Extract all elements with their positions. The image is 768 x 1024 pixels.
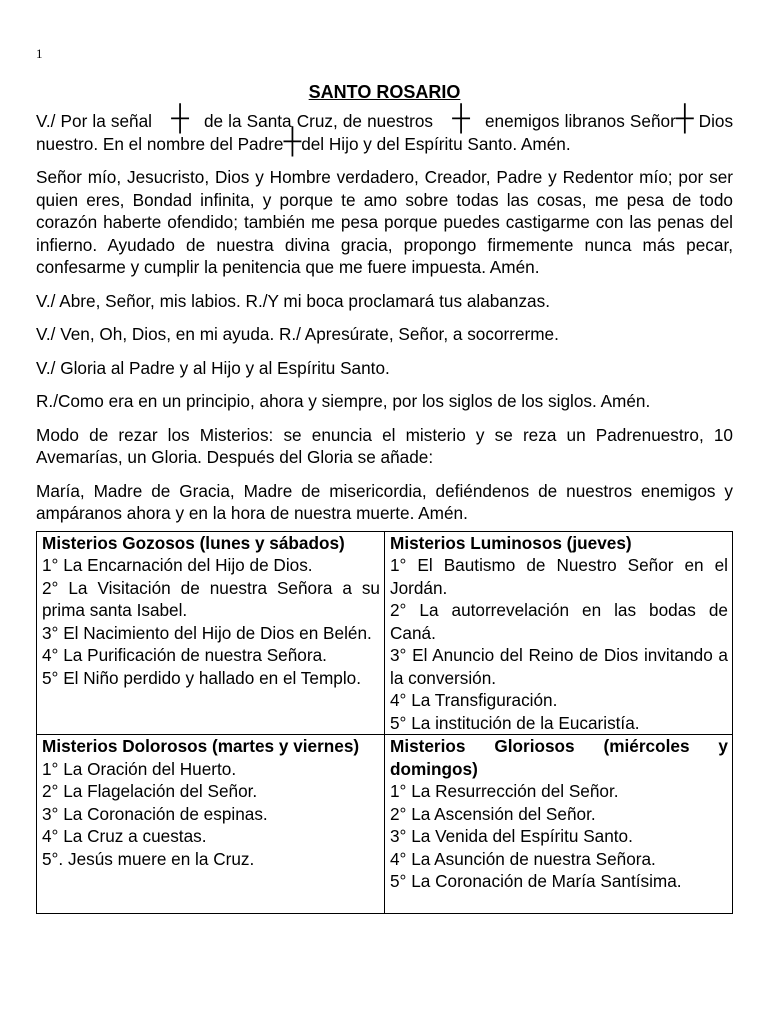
list-item: 5° La Coronación de María Santísima.	[390, 871, 682, 891]
list-item: 1° La Oración del Huerto.	[42, 758, 237, 779]
list-item: 4° La Cruz a cuestas.	[42, 826, 207, 846]
document-body	[36, 80, 733, 914]
sorrowful-mysteries-heading: Misterios Dolorosos (martes y viernes)	[42, 736, 360, 756]
list-item: 4° La Purificación de nuestra Señora.	[42, 645, 327, 665]
list-item: 5°. Jesús muere en la Cruz.	[42, 848, 255, 869]
list-item: 2° La Visitación de nuestra Señora a su prima santa Isabel.	[42, 577, 380, 620]
cross-icon: ┼	[452, 104, 470, 132]
mysteries-table	[36, 531, 733, 915]
list-item: 3° La Coronación de espinas.	[42, 803, 268, 824]
list-item: 2° La Ascensión del Señor.	[390, 803, 596, 824]
list-item: 3° El Nacimiento del Hijo de Dios en Belén.	[42, 622, 372, 643]
joyful-mysteries-heading: Misterios Gozosos (lunes y sábados)	[42, 532, 345, 553]
list-item: 1° El Bautismo de Nuestro Señor en el Jordán.	[390, 555, 728, 598]
cross-icon: ┼	[283, 126, 302, 155]
versicle-4: R./Como era en un principio, ahora y siempre, por los siglos de los siglos. Amén.	[36, 391, 651, 411]
glorious-mysteries-heading: Misterios Gloriosos (miércoles y domingos)	[390, 736, 728, 779]
sign-text-2: de la Santa Cruz, de nuestros	[203, 111, 434, 131]
act-of-contrition: Señor mío, Jesucristo, Dios y Hombre verdadero, Creador, Padre y Redentor mío; por ser quien eres, Bondad infinita, y porque te amo sobre todas las cosas, me pesa de todo corazón haberte ofendido; también me pesa porque puedes castigarme con las penas del infierno. Ayudado de nuestra divina gracia, propongo firmemente nunca más pecar, confesarme y cumplir la penitencia que me fuere impuesta. Amén.	[36, 167, 733, 277]
list-item: 1° La Encarnación del Hijo de Dios.	[42, 555, 313, 575]
sign-text-1: V./ Por la señal	[36, 111, 152, 131]
list-item: 3° El Anuncio del Reino de Dios invitando a la conversión.	[390, 645, 728, 688]
luminous-mysteries-cell	[385, 531, 733, 735]
list-item: 5° La institución de la Eucaristía.	[390, 712, 640, 733]
sign-text-3: enemigos libranos Señor	[485, 111, 676, 131]
versicle-2: V./ Ven, Oh, Dios, en mi ayuda. R./ Apresúrate, Señor, a socorrerme.	[36, 324, 559, 344]
glorious-mysteries-cell	[385, 735, 733, 914]
page-number: 1	[36, 46, 43, 61]
page-title: SANTO ROSARIO	[308, 82, 461, 102]
closing-prayer: María, Madre de Gracia, Madre de misericordia, defiéndenos de nuestros enemigos y ampáranos ahora y en la hora de nuestra muerte. Amén.	[36, 480, 733, 523]
luminous-mysteries-heading: Misterios Luminosos (jueves)	[390, 532, 632, 553]
joyful-mysteries-cell	[37, 531, 385, 735]
table-row	[37, 531, 733, 735]
list-item: 4° La Asunción de nuestra Señora.	[390, 848, 656, 869]
versicle-1: V./ Abre, Señor, mis labios. R./Y mi boca proclamará tus alabanzas.	[36, 290, 550, 311]
mysteries-instructions: Modo de rezar los Misterios: se enuncia el misterio y se reza un Padrenuestro, 10 Avemarías, un Gloria. Después del Gloria se añade:	[36, 424, 733, 467]
versicle-3: V./ Gloria al Padre y al Hijo y al Espíritu Santo.	[36, 357, 390, 378]
list-item: 4° La Transfiguración.	[390, 690, 558, 710]
cross-icon: ┼	[675, 104, 694, 132]
list-item: 1° La Resurrección del Señor.	[390, 781, 619, 801]
sorrowful-mysteries-cell	[37, 735, 385, 914]
list-item: 2° La autorrevelación en las bodas de Caná.	[390, 600, 728, 643]
table-row	[37, 735, 733, 914]
list-item: 2° La Flagelación del Señor.	[42, 781, 258, 801]
list-item: 3° La Venida del Espíritu Santo.	[390, 826, 633, 846]
sign-text-5: del Hijo y del Espíritu Santo. Amén.	[301, 133, 571, 154]
cross-icon: ┼	[171, 104, 189, 132]
sign-of-cross-paragraph	[36, 104, 734, 155]
sign-text-4: Dios nuestro. En el nombre del Padre	[36, 111, 734, 154]
list-item: 5° El Niño perdido y hallado en el Templo.	[42, 667, 361, 688]
